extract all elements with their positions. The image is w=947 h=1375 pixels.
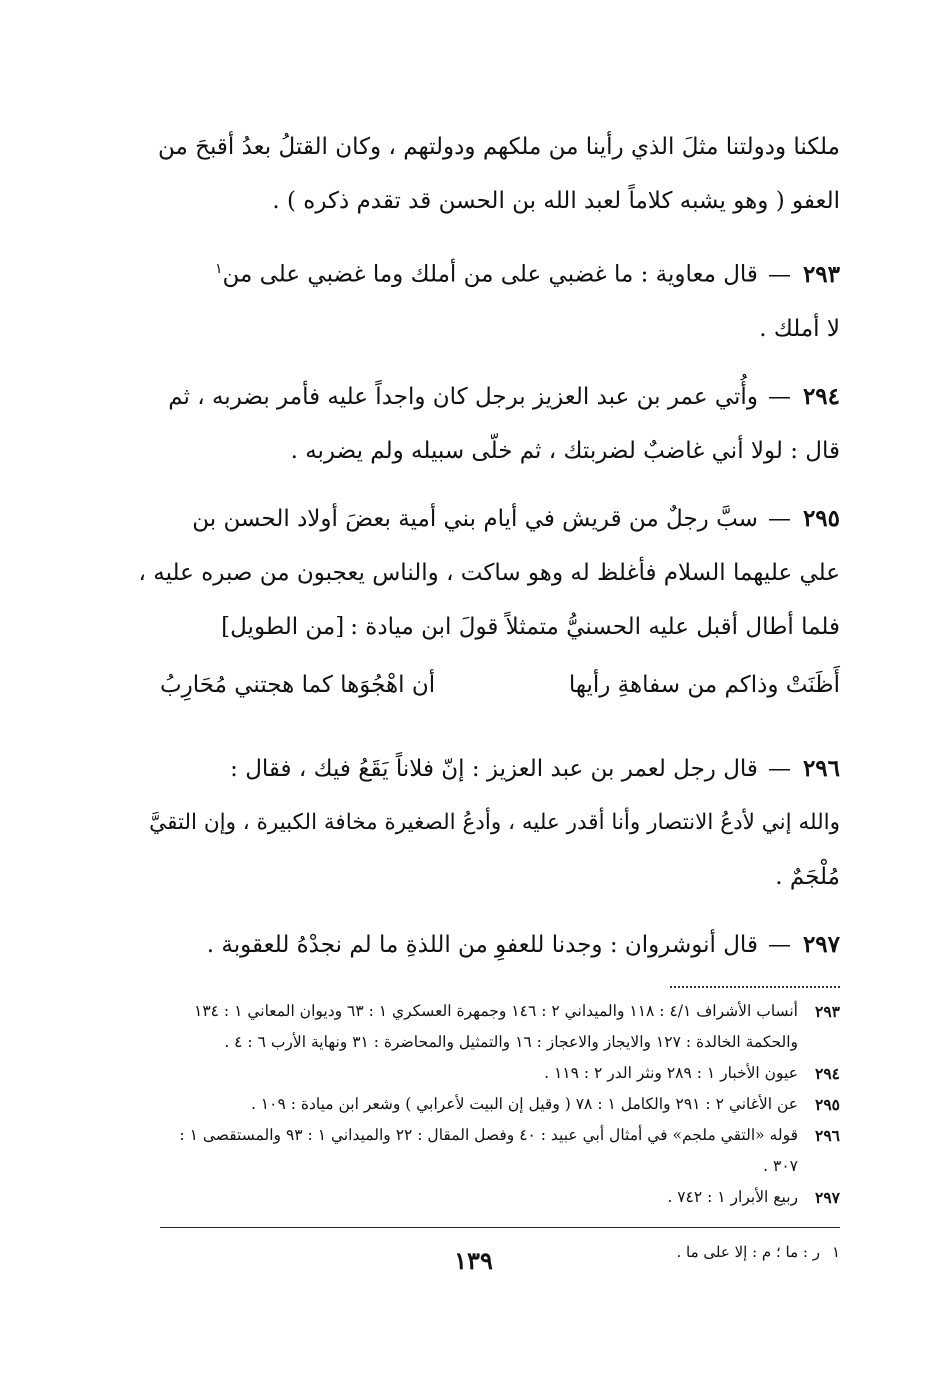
verse-hemistich-2: أن اهْجُوَها كما هجتني مُحَارِبُ — [160, 671, 436, 698]
entry-number: ٢٩٧ — [802, 930, 840, 958]
entry-dash: — — [767, 383, 791, 410]
note-number: ٢٩٦ — [815, 1125, 840, 1145]
page-body — [138, 120, 840, 1320]
verse-hemistich-1: أَظَنَتْ وذاكم من سفاهةِ رأيها — [568, 671, 840, 698]
entry-number: ٢٩٣ — [802, 260, 840, 288]
page-number: ١٣٩ — [454, 1246, 493, 1275]
note-number: ٢٩٧ — [815, 1187, 840, 1207]
entry-297 — [160, 918, 840, 972]
source-note — [160, 1089, 840, 1120]
entry-dash: — — [767, 505, 791, 532]
note-text: ربيع الأبرار ١ : ٧٤٢ . — [667, 1187, 798, 1206]
note-number: ٢٩٥ — [815, 1094, 840, 1114]
continuation-paragraph — [157, 120, 840, 228]
note-text: قوله «التقي ملجم» في أمثال أبي عبيد : ٤٠ وفصل المقال : ٢٢ والميداني ١ : ٩٣ والمستقصى ١ : ٣٠٧ . — [179, 1125, 798, 1175]
verse — [160, 658, 840, 712]
entry-text: قال : لولا أني غاضبٌ لضربتك ، ثم خلّى سبيله ولم يضربه . — [290, 437, 840, 464]
source-note — [160, 1058, 840, 1089]
entry-number: ٢٩٦ — [802, 754, 840, 782]
notes-divider — [670, 986, 840, 988]
poetic-meter: [من الطويل] — [221, 613, 345, 640]
continuation-line-1: ملكنا ودولتنا مثلَ الذي رأينا من ملكهم ودولتهم ، وكان القتلُ بعدُ أقبحَ من — [157, 134, 840, 160]
entry-number: ٢٩٤ — [802, 382, 840, 410]
note-text: أنساب الأشراف ٤/١ : ١١٨ والميداني ٢ : ١٤٦ وجمهرة العسكري ١ : ٦٣ وديوان المعاني ١ : ١٣٤ والحكمة الخالدة : ١٢٧ والايجاز والاعجاز : ١٦ والتمثيل والمحاضرة : ٣١ ونهاية الأرب ٦ : ٤ . — [194, 1001, 798, 1051]
entry-text: قال معاوية : ما غضبي على من أملك وما غضبي على من — [222, 261, 758, 288]
entry-dash: — — [767, 755, 791, 782]
entry-number: ٢٩٥ — [802, 504, 840, 532]
entry-text: علي عليهما السلام فأغلظ له وهو ساكت ، والناس يعجبون من صبره عليه ، — [138, 559, 840, 586]
note-text: عن الأغاني ٢ : ٢٩١ والكامل ١ : ٧٨ ( وقيل إن البيت لأعرابي ) وشعر ابن ميادة : ١٠٩ . — [250, 1094, 798, 1113]
entry-text: مُلْجَمٌ . — [775, 863, 840, 890]
footnote-number: ١ — [831, 1242, 840, 1261]
entry-text: فلما أطال أقبل عليه الحسنيُّ متمثلاً قولَ ابن ميادة : — [350, 613, 840, 640]
source-note — [160, 1120, 840, 1182]
entry-dash: — — [767, 931, 791, 958]
source-note — [160, 996, 840, 1058]
footnote-marker: ١ — [214, 261, 223, 277]
entry-296 — [149, 742, 840, 904]
note-text: عيون الأخبار ١ : ٢٨٩ ونثر الدر ٢ : ١١٩ . — [544, 1063, 798, 1082]
entry-text: والله إني لأدعُ الانتصار وأنا أقدر عليه ، وأدعُ الصغيرة مخافة الكبيرة ، وإن التقيَّ — [149, 809, 840, 835]
note-number: ٢٩٣ — [815, 1001, 840, 1021]
note-number: ٢٩٤ — [815, 1063, 840, 1083]
entry-text: وأُتي عمر بن عبد العزيز برجل كان واجداً عليه فأمر بضربه ، ثم — [168, 383, 758, 410]
entry-293 — [160, 242, 840, 356]
continuation-line-2: العفو ( وهو يشبه كلاماً لعبد الله بن الحسن قد تقدم ذكره ) . — [272, 188, 840, 214]
entry-294 — [160, 370, 840, 478]
footnote-text: ر : ما ؛ م : إلا على ما . — [676, 1242, 820, 1261]
source-note — [160, 1182, 840, 1213]
entry-text: قال أنوشروان : وجدنا للعفوِ من اللذةِ ما لم نجدْهُ للعقوبة . — [206, 931, 758, 958]
footnote-divider — [160, 1227, 840, 1228]
entry-text: قال رجل لعمر بن عبد العزيز : إنّ فلاناً يَقَعُ فيك ، فقال : — [230, 755, 758, 782]
source-notes — [160, 996, 840, 1213]
entry-dash: — — [767, 261, 791, 288]
entry-text: سبَّ رجلٌ من قريش في أيام بني أمية بعضَ أولاد الحسن بن — [192, 505, 758, 532]
entry-text: لا أملك . — [759, 315, 840, 342]
entry-295 — [138, 492, 840, 654]
